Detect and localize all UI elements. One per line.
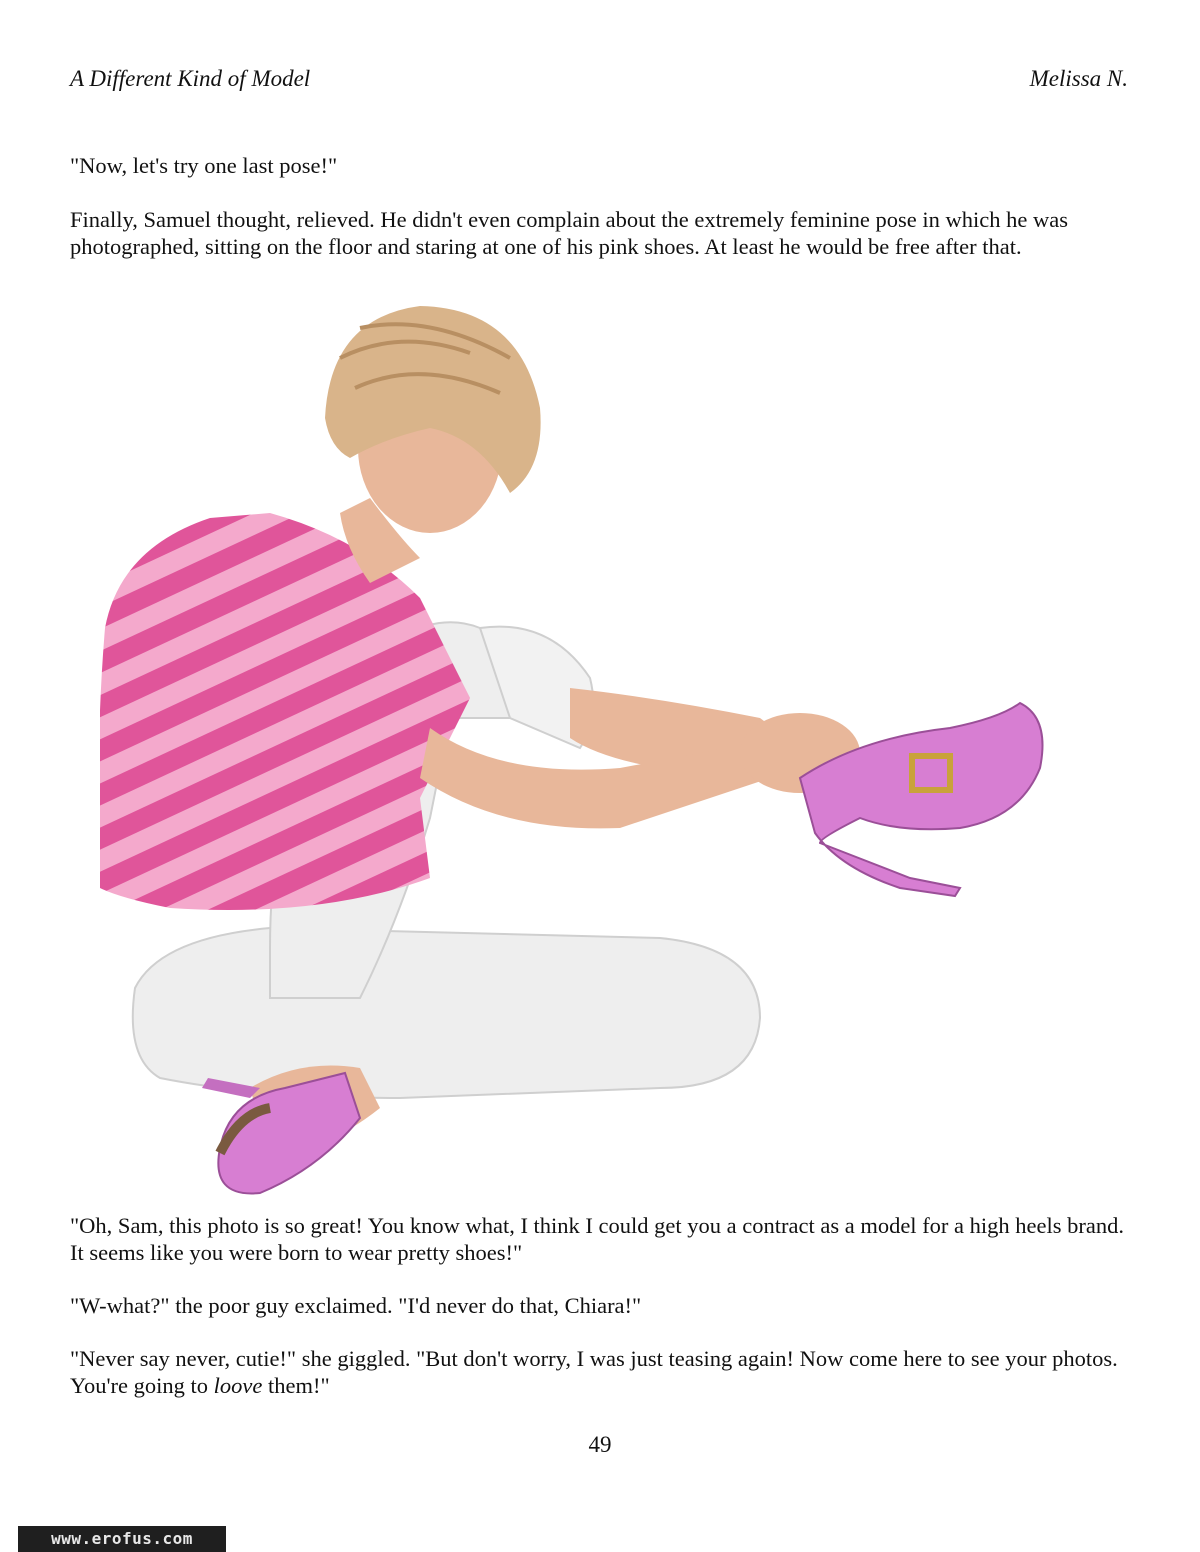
watermark: www.erofus.com xyxy=(18,1526,226,1552)
paragraph-5 xyxy=(70,1345,1132,1399)
pants-seat xyxy=(133,928,760,1098)
paragraph-5-emphasis: loove xyxy=(213,1373,263,1398)
paragraph-3: "Oh, Sam, this photo is so great! You know what, I think I could get you a contract as a model for a high heels brand. It seems like you were born to wear pretty shoes!" xyxy=(70,1213,1124,1265)
paragraph-5-end: them!" xyxy=(262,1373,330,1398)
paragraph-4: "W-what?" the poor guy exclaimed. "I'd never do that, Chiara!" xyxy=(70,1293,642,1318)
paragraph-1: "Now, let's try one last pose!" xyxy=(70,153,338,178)
page-header xyxy=(70,66,1128,102)
book-title: A Different Kind of Model xyxy=(70,66,311,91)
paragraph-2: Finally, Samuel thought, relieved. He didn't even complain about the extremely feminine pose in which he was photographed, sitting on the floor and staring at one of his pink shoes. At least he would be free after that. xyxy=(70,207,1068,259)
author-name: Melissa N. xyxy=(1029,66,1128,91)
paragraph-5-start: "Never say never, cutie!" she giggled. "But don't worry, I was just teasing again! Now come here to see your photos. You're going to xyxy=(70,1346,1118,1398)
page-number: 49 xyxy=(588,1432,612,1457)
illustration-seated-figure xyxy=(100,298,1060,1203)
